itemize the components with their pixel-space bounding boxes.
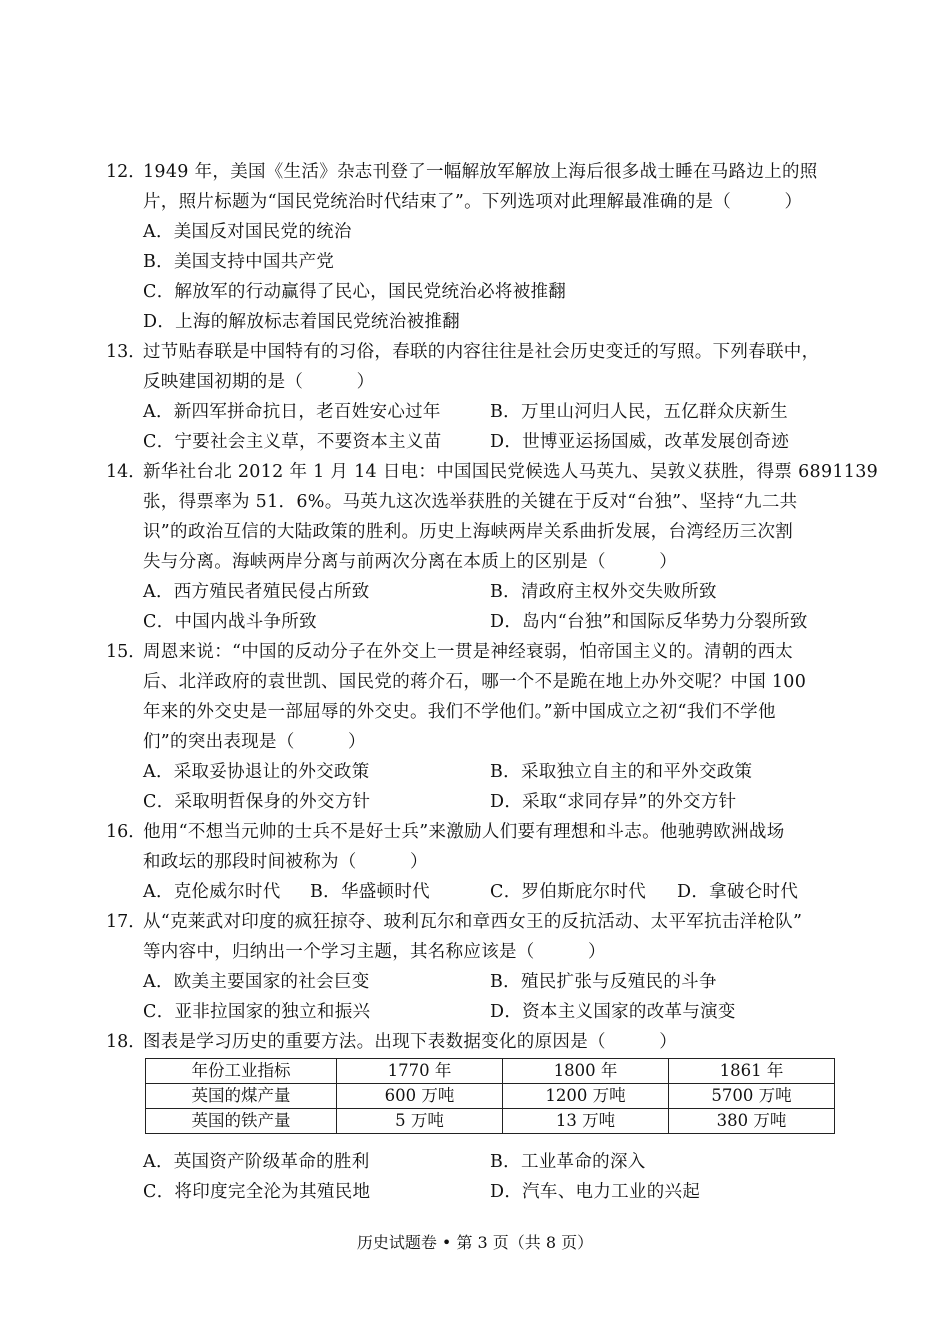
option-d[interactable]: D．上海的解放标志着国民党统治被推翻 xyxy=(143,312,460,332)
question-number: 16． xyxy=(106,822,146,842)
option-d[interactable]: D．汽车、电力工业的兴起 xyxy=(490,1182,701,1202)
question-number: 12． xyxy=(106,162,146,182)
question-number: 15． xyxy=(106,642,146,662)
option-d[interactable]: D．采取“求同存异”的外交方针 xyxy=(490,792,737,812)
question-text: 张，得票率为 51．6%。马英九这次选举获胜的关键在于反对“台独”、坚持“九二共 xyxy=(143,492,798,512)
table-header-row xyxy=(146,1059,835,1084)
table-cell: 5 万吨 xyxy=(337,1109,503,1134)
question-number: 13． xyxy=(106,342,146,362)
option-c[interactable]: C．罗伯斯庇尔时代 xyxy=(490,882,647,902)
question-text: 片，照片标题为“国民党统治时代结束了”。下列选项对此理解最准确的是（ ） xyxy=(143,192,803,212)
option-a[interactable]: A．新四军拼命抗日，老百姓安心过年 xyxy=(143,402,441,422)
option-d[interactable]: D．拿破仑时代 xyxy=(677,882,799,902)
question-text: 从“克莱武对印度的疯狂掠夺、玻利瓦尔和章西女王的反抗活动、太平军抗击洋枪队” xyxy=(143,912,803,932)
option-a[interactable]: A．美国反对国民党的统治 xyxy=(143,222,352,242)
option-b[interactable]: B．美国支持中国共产党 xyxy=(143,252,335,272)
table-cell: 380 万吨 xyxy=(669,1109,835,1134)
table-header-cell: 1800 年 xyxy=(503,1059,669,1084)
table-cell: 5700 万吨 xyxy=(669,1084,835,1109)
table-cell: 英国的煤产量 xyxy=(146,1084,337,1109)
option-b[interactable]: B．清政府主权外交失败所致 xyxy=(490,582,717,602)
table-header-cell: 1861 年 xyxy=(669,1059,835,1084)
question-text: 后、北洋政府的袁世凯、国民党的蒋介石，哪一个不是跪在地上办外交呢？中国 100 xyxy=(143,672,807,692)
option-a[interactable]: A．英国资产阶级革命的胜利 xyxy=(143,1152,370,1172)
table-cell: 1200 万吨 xyxy=(503,1084,669,1109)
option-b[interactable]: B．殖民扩张与反殖民的斗争 xyxy=(490,972,717,992)
question-text: 图表是学习历史的重要方法。出现下表数据变化的原因是（ ） xyxy=(143,1032,677,1052)
question-text: 年来的外交史是一部屈辱的外交史。我们不学他们。”新中国成立之初“我们不学他 xyxy=(143,702,776,722)
option-b[interactable]: B．万里山河归人民，五亿群众庆新生 xyxy=(490,402,788,422)
option-c[interactable]: C．采取明哲保身的外交方针 xyxy=(143,792,371,812)
option-c[interactable]: C．宁要社会主义草，不要资本主义苗 xyxy=(143,432,442,452)
table-header-cell: 1770 年 xyxy=(337,1059,503,1084)
page-footer: 历史试题卷 • 第 3 页（共 8 页） xyxy=(356,1233,594,1252)
question-number: 18． xyxy=(106,1032,146,1052)
option-a[interactable]: A．克伦威尔时代 xyxy=(143,882,281,902)
question-text: 过节贴春联是中国特有的习俗，春联的内容往往是社会历史变迁的写照。下列春联中， xyxy=(143,342,820,362)
table-cell: 13 万吨 xyxy=(503,1109,669,1134)
question-text: 失与分离。海峡两岸分离与前两次分离在本质上的区别是（ ） xyxy=(143,552,677,572)
question-text: 1949 年，美国《生活》杂志刊登了一幅解放军解放上海后很多战士睡在马路边上的照 xyxy=(143,162,818,182)
option-a[interactable]: A．采取妥协退让的外交政策 xyxy=(143,762,370,782)
option-c[interactable]: C．亚非拉国家的独立和振兴 xyxy=(143,1002,371,1022)
question-text: 周恩来说：“中国的反动分子在外交上一贯是神经衰弱，怕帝国主义的。清朝的西太 xyxy=(143,642,794,662)
option-d[interactable]: D．世博亚运扬国威，改革发展创奇迹 xyxy=(490,432,790,452)
option-c[interactable]: C．将印度完全沦为其殖民地 xyxy=(143,1182,371,1202)
question-text: 们”的突出表现是（ ） xyxy=(143,732,366,752)
option-c[interactable]: C．解放军的行动赢得了民心，国民党统治必将被推翻 xyxy=(143,282,567,302)
question-text: 反映建国初期的是（ ） xyxy=(143,372,375,392)
question-number: 14． xyxy=(106,462,146,482)
option-d[interactable]: D．资本主义国家的改革与演变 xyxy=(490,1002,736,1022)
option-b[interactable]: B．采取独立自主的和平外交政策 xyxy=(490,762,753,782)
question-number: 17． xyxy=(106,912,146,932)
table-cell: 600 万吨 xyxy=(337,1084,503,1109)
table-row xyxy=(146,1084,835,1109)
option-b[interactable]: B．华盛顿时代 xyxy=(310,882,430,902)
question-text: 等内容中，归纳出一个学习主题，其名称应该是（ ） xyxy=(143,942,606,962)
option-b[interactable]: B．工业革命的深入 xyxy=(490,1152,646,1172)
question-text: 识”的政治互信的大陆政策的胜利。历史上海峡两岸关系曲折发展，台湾经历三次割 xyxy=(143,522,794,542)
option-d[interactable]: D．岛内“台独”和国际反华势力分裂所致 xyxy=(490,612,808,632)
question-text: 新华社台北 2012 年 1 月 14 日电：中国国民党候选人马英九、吴敦义获胜，得票 6891139 xyxy=(143,462,879,482)
table-header-cell: 年份工业指标 xyxy=(146,1059,337,1084)
option-c[interactable]: C．中国内战斗争所致 xyxy=(143,612,317,632)
question-text: 他用“不想当元帅的士兵不是好士兵”来激励人们要有理想和斗志。他驰骋欧洲战场 xyxy=(143,822,785,842)
table-cell: 英国的铁产量 xyxy=(146,1109,337,1134)
question-text: 和政坛的那段时间被称为（ ） xyxy=(143,852,428,872)
option-a[interactable]: A．欧美主要国家的社会巨变 xyxy=(143,972,370,992)
data-table xyxy=(145,1058,835,1134)
table-row xyxy=(146,1109,835,1134)
option-a[interactable]: A．西方殖民者殖民侵占所致 xyxy=(143,582,370,602)
